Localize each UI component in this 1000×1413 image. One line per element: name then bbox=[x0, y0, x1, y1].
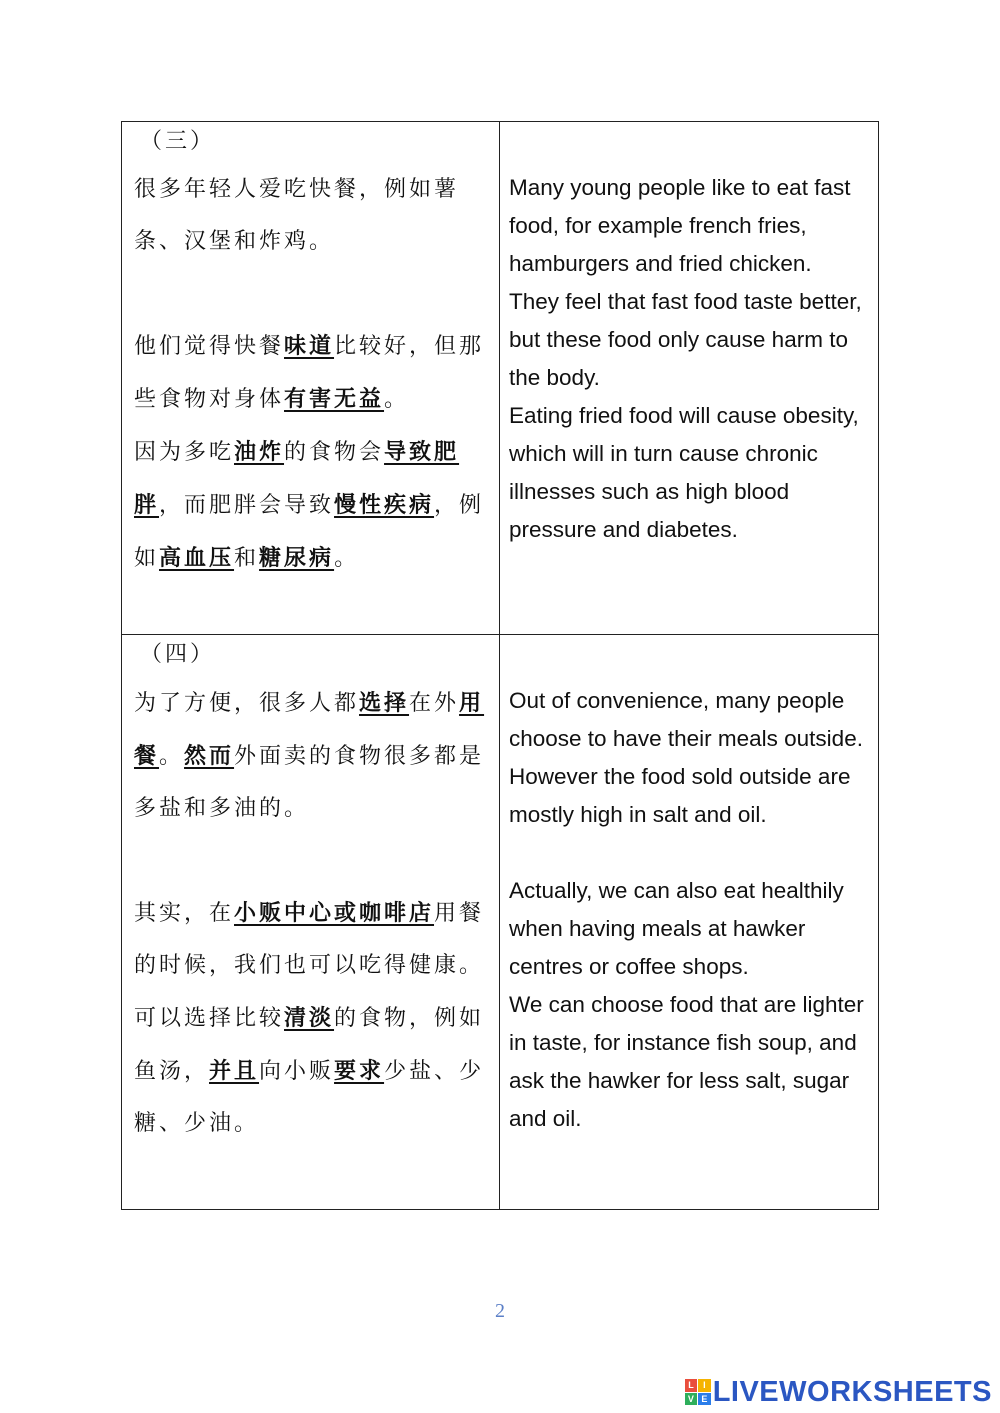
table-row-section-3 bbox=[122, 122, 879, 635]
keyword: 糖尿病 bbox=[259, 545, 335, 571]
english-paragraph: Out of convenience, many people choose to have their meals outside. However the food sold outside are mostly high in salt and oil. bbox=[509, 688, 863, 827]
english-paragraph: Eating fried food will cause obesity, which will in turn cause chronic illnesses such as high blood pressure and diabetes. bbox=[509, 403, 859, 542]
keyword: 油炸 bbox=[234, 439, 285, 465]
liveworksheets-icon bbox=[685, 1379, 711, 1405]
page-number: 2 bbox=[495, 1300, 505, 1322]
logo-tile: V bbox=[685, 1393, 698, 1406]
keyword: 用餐 bbox=[134, 690, 485, 769]
keyword: 并且 bbox=[209, 1058, 260, 1084]
keyword: 味道 bbox=[284, 333, 335, 359]
section-number: （四） bbox=[140, 642, 216, 667]
keyword: 有害无益 bbox=[284, 386, 385, 412]
chinese-paragraph: 为了方便，很多人都选择在外用餐。然而外面卖的食物很多都是多盐和多油的。 bbox=[134, 690, 485, 821]
english-cell-section-4 bbox=[500, 635, 879, 1210]
chinese-cell-section-3 bbox=[122, 122, 500, 635]
chinese-paragraph: 因为多吃油炸的食物会导致肥胖，而肥胖会导致慢性疾病，例如高血压和糖尿病。 bbox=[134, 439, 485, 571]
chinese-cell-section-4 bbox=[122, 635, 500, 1210]
brand-text: LIVEWORKSHEETS bbox=[712, 1375, 992, 1408]
keyword: 然而 bbox=[184, 743, 235, 769]
liveworksheets-logo[interactable] bbox=[685, 1374, 992, 1410]
section-number: （三） bbox=[140, 129, 216, 154]
table-row-section-4 bbox=[122, 635, 879, 1210]
keyword: 要求 bbox=[334, 1058, 385, 1084]
logo-tile: L bbox=[685, 1379, 698, 1392]
keyword: 清淡 bbox=[284, 1005, 335, 1031]
english-paragraph: Many young people like to eat fast food, for example french fries, hamburgers and fried chicken. bbox=[509, 175, 851, 276]
chinese-paragraph: 很多年轻人爱吃快餐，例如薯条、汉堡和炸鸡。 bbox=[134, 177, 460, 254]
keyword: 选择 bbox=[359, 690, 410, 716]
logo-tile: I bbox=[698, 1379, 711, 1392]
english-paragraph: They feel that fast food taste better, but these food only cause harm to the body. bbox=[509, 289, 862, 390]
keyword: 高血压 bbox=[159, 545, 235, 571]
chinese-paragraph: 可以选择比较清淡的食物，例如鱼汤，并且向小贩要求少盐、少糖、少油。 bbox=[134, 1005, 485, 1136]
keyword: 小贩中心或咖啡店 bbox=[234, 900, 435, 926]
logo-tile: E bbox=[698, 1393, 711, 1406]
english-paragraph: We can choose food that are lighter in taste, for instance fish soup, and ask the hawker for less salt, sugar and oil. bbox=[509, 992, 864, 1131]
english-paragraph: Actually, we can also eat healthily when having meals at hawker centres or coffee shops. bbox=[509, 878, 844, 979]
chinese-paragraph: 他们觉得快餐味道比较好，但那些食物对身体有害无益。 bbox=[134, 333, 485, 412]
english-cell-section-3 bbox=[500, 122, 879, 635]
bilingual-table bbox=[121, 121, 879, 1210]
keyword: 导致肥胖 bbox=[134, 439, 460, 518]
keyword: 慢性疾病 bbox=[334, 492, 435, 518]
chinese-paragraph: 其实，在小贩中心或咖啡店用餐的时候，我们也可以吃得健康。 bbox=[134, 900, 485, 978]
